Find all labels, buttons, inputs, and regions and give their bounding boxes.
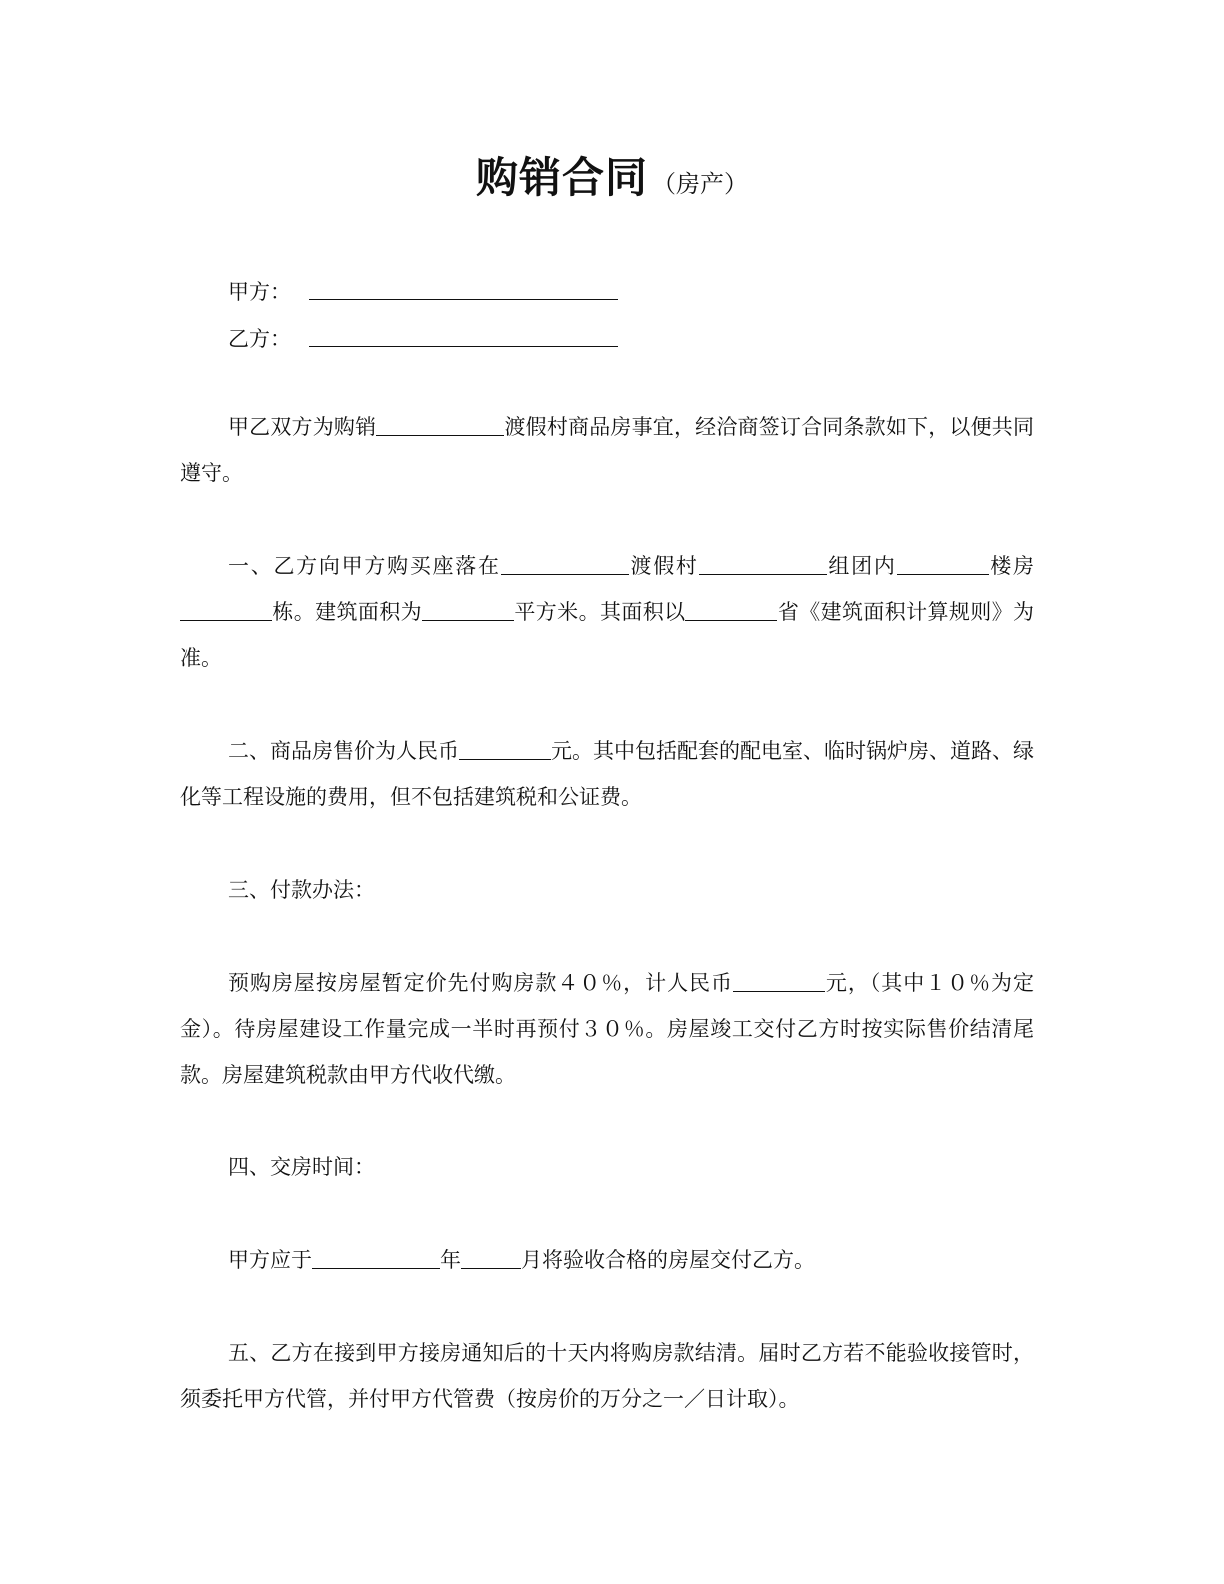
clause-4-text-2: 年 — [440, 1248, 461, 1272]
clause-1-blank-6 — [685, 599, 777, 621]
clause-4-paragraph — [180, 1237, 1034, 1283]
clause-2-text-2: 元。其中包括配套的配电室、临时锅炉房、道路、绿化等工程设施的费用，但不包括建筑税和公证费。 — [180, 739, 1034, 809]
clause-1-text-4: 楼房 — [988, 554, 1035, 578]
intro-paragraph — [180, 404, 1034, 496]
clause-1-text-1: 一、乙方向甲方购买座落在 — [228, 554, 501, 578]
clause-1-blank-1 — [501, 553, 629, 575]
clause-4-blank-month — [461, 1247, 521, 1269]
clause-2-blank — [459, 738, 551, 760]
party-b-label: 乙方： — [228, 327, 291, 351]
clause-5-paragraph: 五、乙方在接到甲方接房通知后的十天内将购房款结清。届时乙方若不能验收接管时，须委托甲方代管，并付甲方代管费（按房价的万分之一／日计取）。 — [180, 1341, 1034, 1411]
clause-1-text-7: 省《建筑面积计算规则》为准。 — [180, 600, 1035, 670]
clause-1-blank-3 — [897, 553, 989, 575]
clause-3-text-2: 元，（其中１０％为定金）。待房屋建设工作量完成一半时再预付３０％。房屋竣工交付乙方时按实际售价结清尾款。房屋建筑税款由甲方代收代缴。 — [180, 971, 1034, 1087]
clause-1-text-6: 平方米。其面积以 — [514, 600, 686, 624]
intro-text-1: 甲乙双方为购销 — [228, 415, 377, 439]
title-main: 购销合同 — [475, 153, 648, 202]
intro-blank — [376, 414, 504, 436]
clause-3-text-1: 预购房屋按房屋暂定价先付购房款４０％，计人民币 — [228, 971, 733, 995]
clause-1-blank-4 — [180, 599, 272, 621]
clause-2-paragraph — [180, 728, 1034, 820]
clause-4-text-3: 月将验收合格的房屋交付乙方。 — [521, 1248, 815, 1272]
title-sub: （房产） — [652, 170, 748, 198]
clause-2-text-1: 二、商品房售价为人民币 — [228, 739, 459, 763]
clause-3-heading: 三、付款办法： — [228, 878, 375, 902]
clause-1-blank-2 — [699, 553, 827, 575]
document-title — [0, 145, 1224, 205]
party-a-label: 甲方： — [228, 280, 291, 304]
clause-1-paragraph — [180, 543, 1034, 681]
clause-4-text-1: 甲方应于 — [228, 1248, 312, 1272]
clause-1-text-3: 组团内 — [826, 554, 897, 578]
clause-3-blank — [733, 970, 825, 992]
intro-text-2: 渡假村商品房事宜，经洽商签订合同条款如下，以便共同遵守。 — [180, 415, 1034, 485]
party-a-blank — [309, 299, 618, 300]
clause-1-text-2: 渡假村 — [628, 554, 699, 578]
clause-1-blank-5 — [422, 599, 514, 621]
clause-4-blank-year — [312, 1247, 440, 1269]
clause-1-text-5: 栋。建筑面积为 — [272, 600, 423, 624]
party-b-blank — [309, 346, 618, 347]
clause-4-heading: 四、交房时间： — [228, 1155, 375, 1179]
clause-3-paragraph — [180, 960, 1034, 1098]
